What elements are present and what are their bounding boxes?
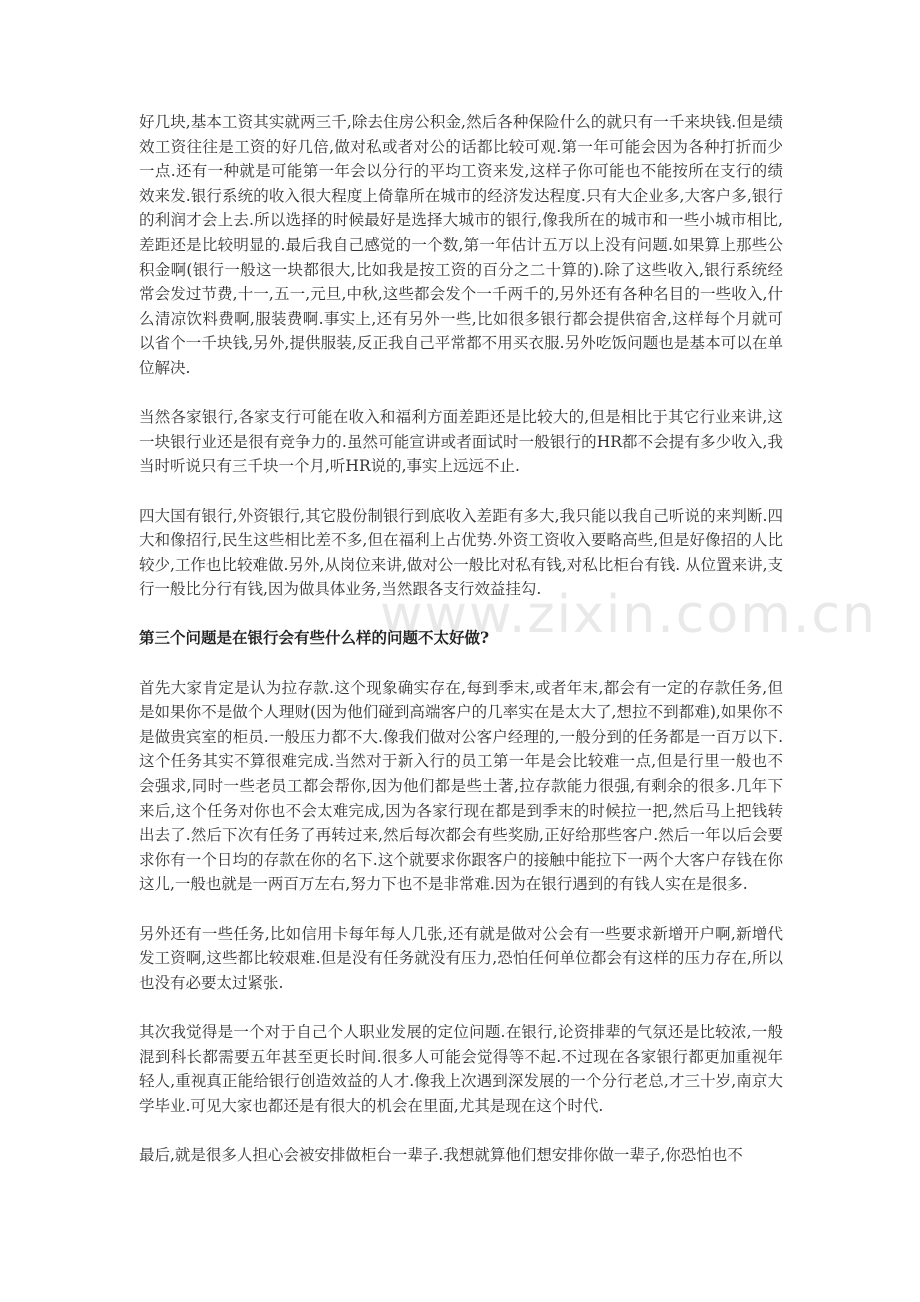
watermark: www.zixin.com.cn xyxy=(380,585,877,645)
section-heading: 第三个问题是在银行会有些什么样的问题不太好做? xyxy=(139,628,490,648)
paragraph-career: 其次我觉得是一个对于自己个人职业发展的定位问题.在银行,论资排辈的气氛还是比较浓,一般混到科长都需要五年甚至更长时间.很多人可能会觉得等不起.不过现在各家银行都更加重视年轻人,重视真正能给银行创造效益的人才.像我上次遇到深发展的一个分行老总,才三十岁,南京大学毕业.可见大家也都还是有很大的机会在里面,尤其是现在这个时代. xyxy=(139,1022,783,1115)
paragraph-bank-comparison: 四大国有银行,外资银行,其它股份制银行到底收入差距有多大,我只能以我自己听说的来判断.四大和像招行,民生这些相比差不多,但在福利上占优势.外资工资收入要略高些,但是好像招的人比较少,工作也比较难做.另外,从岗位来讲,做对公一般比对私有钱,对私比柜台有钱. 从位置来讲,支行一般比分行有钱,因为做具体业务,当然跟各支行效益挂勾. xyxy=(139,506,783,599)
paragraph-deposits: 首先大家肯定是认为拉存款.这个现象确实存在,每到季末,或者年末,都会有一定的存款任务,但是如果你不是做个人理财(因为他们碰到高端客户的几率实在是太大了,想拉不到都难),如果你不是做贵宾室的柜员.一般压力都不大.像我们做对公客户经理的,一般分到的任务都是一百万以下.这个任务其实不算很难完成.当然对于新入行的员工第一年是会比较难一点,但是行里一般也不会强求,同时一些老员工都会帮你,因为他们都是些土著,拉存款能力很强,有剩余的很多.几年下来后,这个任务对你也不会太难完成,因为各家行现在都是到季末的时候拉一把,然后马上把钱转出去了.然后下次有任务了再转过来,然后每次都会有些奖励,正好给那些客户.然后一年以后会要求你有一个日均的存款在你的名下.这个就要求你跟客户的接触中能拉下一两个大客户存钱在你这儿,一般也就是一两百万左右,努力下也不是非常难.因为在银行遇到的有钱人实在是很多. xyxy=(139,678,783,894)
document-body xyxy=(139,110,783,1168)
paragraph-bank-differences: 当然各家银行,各家支行可能在收入和福利方面差距还是比较大的,但是相比于其它行业来讲,这一块银行业还是很有竞争力的.虽然可能宣讲或者面试时一般银行的HR都不会提有多少收入,我当时听说只有三千块一个月,听HR说的,事实上远远不止. xyxy=(139,408,783,476)
paragraph-counter: 最后,就是很多人担心会被安排做柜台一辈子.我想就算他们想安排你做一辈子,你恐怕也不 xyxy=(139,1145,743,1164)
paragraph-income: 好几块,基本工资其实就两三千,除去住房公积金,然后各种保险什么的就只有一千来块钱.但是绩效工资往往是工资的好几倍,做对私或者对公的话都比较可观.第一年可能会因为各种打折而少一点.还有一种就是可能第一年会以分行的平均工资来发,这样子你可能也不能按所在支行的绩效来发.银行系统的收入很大程度上倚靠所在城市的经济发达程度.只有大企业多,大客户多,银行的利润才会上去.所以选择的时候最好是选择大城市的银行,像我所在的城市和一些小城市相比,差距还是比较明显的.最后我自己感觉的一个数,第一年估计五万以上没有问题.如果算上那些公积金啊(银行一般这一块都很大,比如我是按工资的百分之二十算的).除了这些收入,银行系统经常会发过节费,十一,五一,元旦,中秋,这些都会发个一千两千的,另外还有各种名目的一些收入,什么清凉饮料费啊,服装费啊.事实上,还有另外一些,比如很多银行都会提供宿舍,这样每个月就可以省个一千块钱,另外,提供服装,反正我自己平常都不用买衣服.另外吃饭问题也是基本可以在单位解决. xyxy=(139,113,783,377)
paragraph-other-tasks: 另外还有一些任务,比如信用卡每年每人几张,还有就是做对公会有一些要求新增开户啊,新增代发工资啊,这些都比较艰难.但是没有任务就没有压力,恐怕任何单位都会有这样的压力存在,所以也没有必要太过紧张. xyxy=(139,924,783,992)
